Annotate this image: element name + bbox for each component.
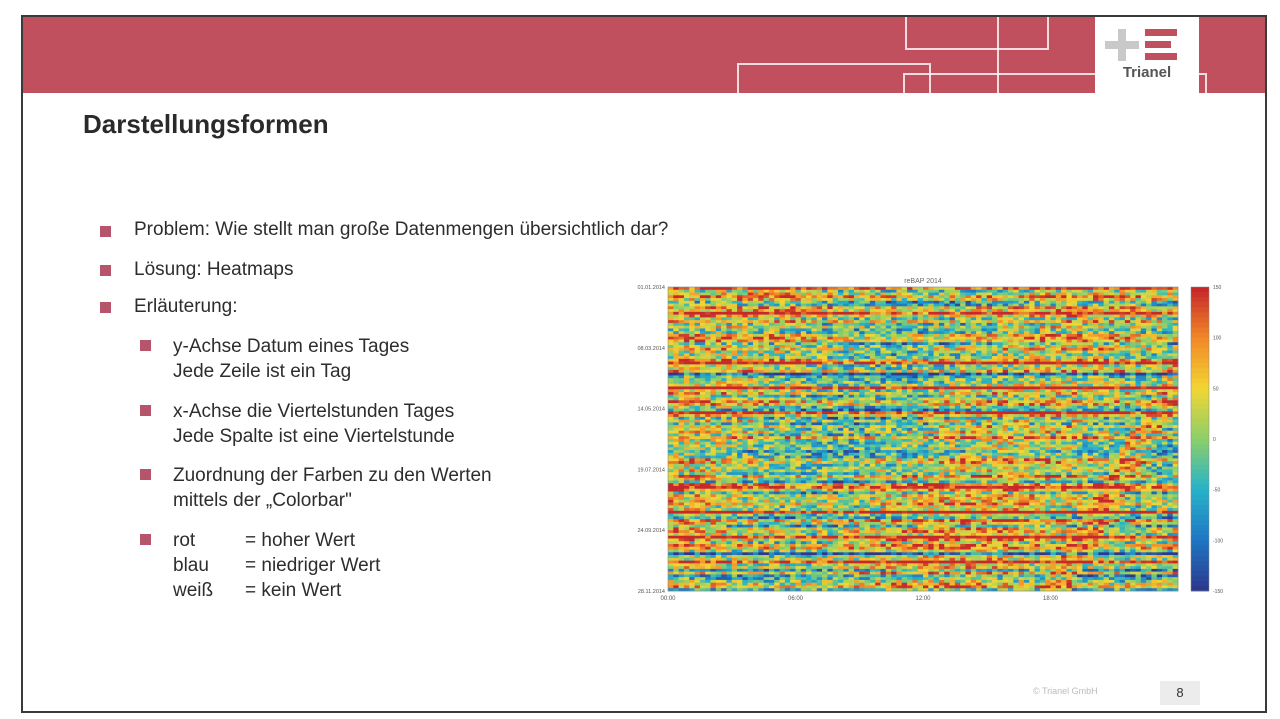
colorbar-segment	[1191, 363, 1209, 368]
colorbar-tick-label: 50	[1213, 386, 1219, 393]
colorbar-tick-label: 100	[1213, 335, 1222, 342]
legend-blau-value: = niedriger Wert	[245, 555, 381, 576]
slide	[21, 15, 1267, 713]
y-tick-label: 01.01.2014	[637, 285, 665, 291]
colorbar-segment	[1191, 322, 1209, 327]
colorbar-segment	[1191, 581, 1209, 586]
colorbar-segment	[1191, 454, 1209, 459]
colorbar-segment	[1191, 317, 1209, 322]
bullet-marker	[100, 302, 111, 313]
colorbar-segment	[1191, 500, 1209, 505]
colorbar-segment	[1191, 358, 1209, 363]
colorbar-segment	[1191, 383, 1209, 388]
colorbar-segment	[1191, 353, 1209, 358]
y-tick-label: 08.03.2014	[637, 345, 665, 352]
sub-bullet-marker	[140, 469, 151, 480]
logo-text: Trianel	[1122, 64, 1172, 81]
legend-weiss-label: weiß	[173, 580, 214, 601]
colorbar-segment	[1191, 469, 1209, 474]
colorbar-segment	[1191, 586, 1209, 591]
colorbar-segment	[1191, 292, 1209, 297]
colorbar-segment	[1191, 307, 1209, 312]
sub-bullet-marker	[140, 340, 151, 351]
sub-bullet-marker	[140, 534, 151, 545]
sub-bullet-colors: Zuordnung der Farben zu den Werten	[173, 465, 492, 486]
y-tick-label: 14.05.2014	[637, 406, 665, 413]
colorbar-segment	[1191, 434, 1209, 439]
bullet-marker	[100, 265, 111, 276]
colorbar-tick-label: -100	[1213, 538, 1224, 545]
sub-bullet-marker	[140, 405, 151, 416]
colorbar-segment	[1191, 312, 1209, 317]
y-tick-label: 24.09.2014	[637, 528, 665, 535]
colorbar-tick-label: -50	[1213, 487, 1221, 494]
page-number: 8	[1160, 681, 1200, 705]
legend-weiss-value: = kein Wert	[245, 580, 342, 601]
bullet-loesung: Lösung: Heatmaps	[134, 259, 294, 280]
colorbar-segment	[1191, 419, 1209, 424]
colorbar-segment	[1191, 333, 1209, 338]
colorbar-segment	[1191, 556, 1209, 561]
colorbar-segment	[1191, 302, 1209, 307]
colorbar-segment	[1191, 505, 1209, 510]
colorbar-segment	[1191, 414, 1209, 419]
colorbar-segment	[1191, 474, 1209, 479]
colorbar-segment	[1191, 398, 1209, 403]
legend-rot-label: rot	[173, 530, 196, 551]
bullet-problem: Problem: Wie stellt man große Datenmengen übersichtlich dar?	[134, 219, 669, 240]
colorbar-segment	[1191, 571, 1209, 576]
sub-bullet-x-axis-detail: Jede Spalte ist eine Viertelstunde	[173, 426, 455, 447]
colorbar-segment	[1191, 550, 1209, 555]
colorbar-segment	[1191, 495, 1209, 500]
colorbar-segment	[1191, 459, 1209, 464]
x-tick-label: 06:00	[787, 596, 804, 602]
colorbar-segment	[1191, 510, 1209, 515]
x-tick-label: 18:00	[1042, 596, 1059, 602]
colorbar-segment	[1191, 287, 1209, 292]
colorbar-segment	[1191, 348, 1209, 353]
colorbar-segment	[1191, 404, 1209, 409]
colorbar-segment	[1191, 520, 1209, 525]
colorbar-tick-label: -150	[1213, 589, 1224, 595]
colorbar-segment	[1191, 393, 1209, 398]
colorbar-segment	[1191, 566, 1209, 571]
colorbar-segment	[1191, 338, 1209, 343]
legend-blau-label: blau	[173, 555, 209, 576]
colorbar-segment	[1191, 449, 1209, 454]
colorbar-segment	[1191, 485, 1209, 490]
legend-rot-value: = hoher Wert	[245, 530, 356, 551]
colorbar-segment	[1191, 515, 1209, 520]
colorbar-segment	[1191, 373, 1209, 378]
colorbar-segment	[1191, 525, 1209, 530]
colorbar-segment	[1191, 343, 1209, 348]
colorbar-segment	[1191, 540, 1209, 545]
colorbar-segment	[1191, 429, 1209, 434]
bullet-marker	[100, 226, 111, 237]
heatmap-cells	[668, 287, 1178, 591]
colorbar-segment	[1191, 328, 1209, 333]
colorbar-tick-label: 150	[1213, 285, 1222, 291]
footer-company: © Trianel GmbH	[1033, 686, 1098, 696]
heatmap-figure	[611, 277, 1241, 613]
colorbar-segment	[1191, 530, 1209, 535]
sub-bullet-colors-detail: mittels der „Colorbar"	[173, 490, 352, 511]
sub-bullet-y-axis: y-Achse Datum eines Tages	[173, 336, 410, 357]
y-tick-label: 28.11.2014	[637, 589, 665, 595]
chart-title: reBAP 2014	[904, 278, 942, 285]
y-tick-label: 19.07.2014	[637, 467, 665, 474]
colorbar-segment	[1191, 444, 1209, 449]
colorbar-segment	[1191, 409, 1209, 414]
colorbar-segment	[1191, 368, 1209, 373]
x-tick-label: 00:00	[660, 596, 676, 602]
header-banner	[23, 17, 1265, 93]
sub-bullet-y-axis-detail: Jede Zeile ist ein Tag	[173, 361, 352, 382]
colorbar-segment	[1191, 561, 1209, 566]
colorbar-tick-label: 0	[1213, 437, 1216, 443]
x-tick-label: 12:00	[915, 596, 931, 602]
colorbar-segment	[1191, 439, 1209, 444]
colorbar-segment	[1191, 464, 1209, 469]
colorbar-segment	[1191, 424, 1209, 429]
heatmap-svg	[611, 277, 1241, 613]
bullet-erlaeuterung: Erläuterung:	[134, 296, 238, 317]
trianel-logo	[1095, 17, 1199, 93]
page-title: Darstellungsformen	[83, 109, 329, 139]
sub-bullet-x-axis: x-Achse die Viertelstunden Tages	[173, 401, 455, 422]
colorbar-segment	[1191, 545, 1209, 550]
colorbar-segment	[1191, 378, 1209, 383]
colorbar-segment	[1191, 388, 1209, 393]
colorbar-segment	[1191, 576, 1209, 581]
colorbar-segment	[1191, 297, 1209, 302]
colorbar-segment	[1191, 490, 1209, 495]
colorbar-segment	[1191, 535, 1209, 540]
colorbar-segment	[1191, 480, 1209, 485]
